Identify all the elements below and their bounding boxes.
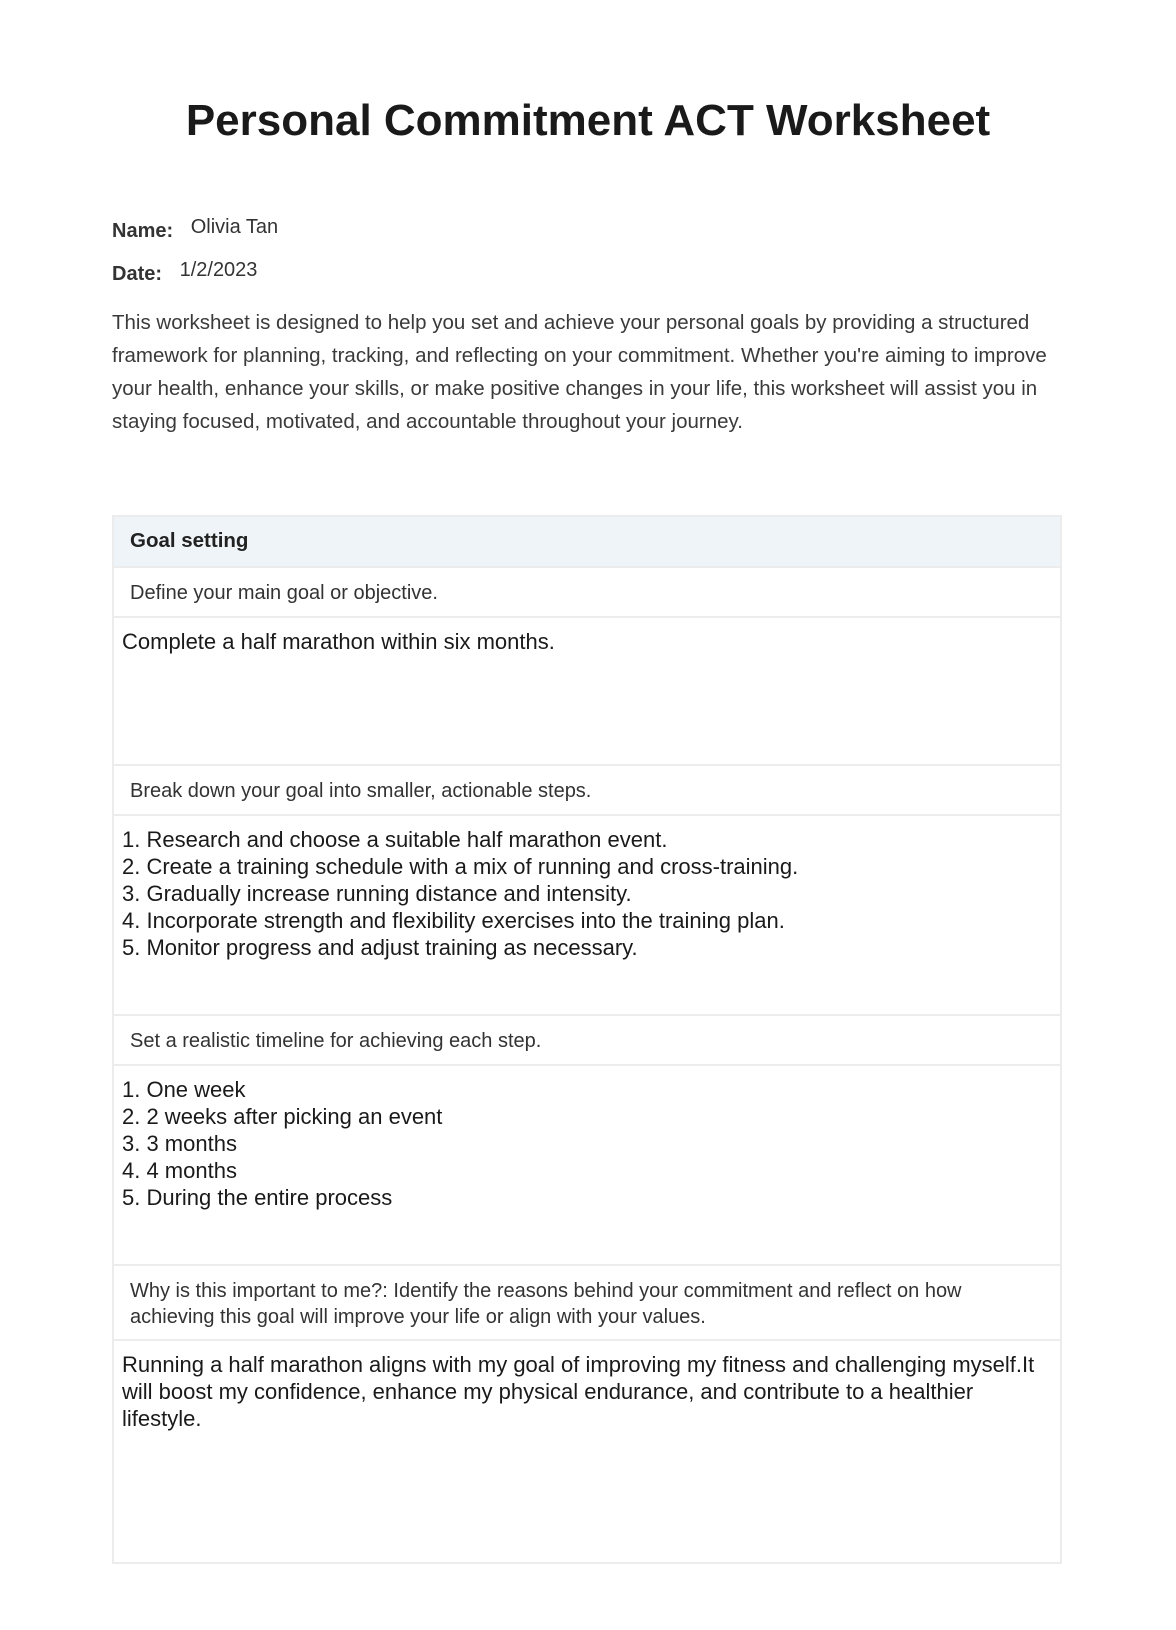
answer-reasons: Running a half marathon aligns with my goal of improving my fitness and challenging myself.It will boost my confidence, enhance my physical endurance, and contribute to a healthier lifestyle. xyxy=(114,1339,1060,1562)
answer-timeline xyxy=(114,1064,1060,1264)
answer-main-goal: Complete a half marathon within six months. xyxy=(114,616,1060,764)
timeline-item: 2. 2 weeks after picking an event xyxy=(122,1104,443,1129)
prompt-reasons: Why is this important to me?: Identify the reasons behind your commitment and reflect on how achieving this goal will improve your life or align with your values. xyxy=(114,1264,1060,1339)
timeline-item: 5. During the entire process xyxy=(122,1185,393,1210)
page-title: Personal Commitment ACT Worksheet xyxy=(185,96,991,145)
prompt-steps: Break down your goal into smaller, actionable steps. xyxy=(114,764,1060,814)
name-value: Olivia Tan xyxy=(190,216,279,238)
section-heading: Goal setting xyxy=(114,517,1060,566)
step-item: 1. Research and choose a suitable half marathon event. xyxy=(122,827,668,852)
timeline-item: 4. 4 months xyxy=(122,1158,237,1183)
goal-setting-table xyxy=(112,515,1062,1564)
timeline-item: 3. 3 months xyxy=(122,1131,237,1156)
step-item: 4. Incorporate strength and flexibility exercises into the training plan. xyxy=(122,908,785,933)
date-field xyxy=(112,259,258,286)
prompt-timeline: Set a realistic timeline for achieving each step. xyxy=(114,1014,1060,1064)
timeline-item: 1. One week xyxy=(122,1077,246,1102)
date-label: Date: xyxy=(112,263,163,285)
name-label: Name: xyxy=(112,220,174,242)
name-field xyxy=(112,216,279,243)
intro-paragraph: This worksheet is designed to help you set and achieve your personal goals by providing a structured framework for planning, tracking, and reflecting on your commitment. Whether you're aiming to improve your health, enhance your skills, or make positive changes in your life, this worksheet will assist you in staying focused, motivated, and accountable throughout your journey. xyxy=(112,311,1047,433)
step-item: 3. Gradually increase running distance and intensity. xyxy=(122,881,632,906)
answer-steps xyxy=(114,814,1060,1014)
prompt-main-goal: Define your main goal or objective. xyxy=(114,566,1060,616)
step-item: 5. Monitor progress and adjust training as necessary. xyxy=(122,935,638,960)
date-value: 1/2/2023 xyxy=(179,259,258,281)
step-item: 2. Create a training schedule with a mix of running and cross-training. xyxy=(122,854,799,879)
